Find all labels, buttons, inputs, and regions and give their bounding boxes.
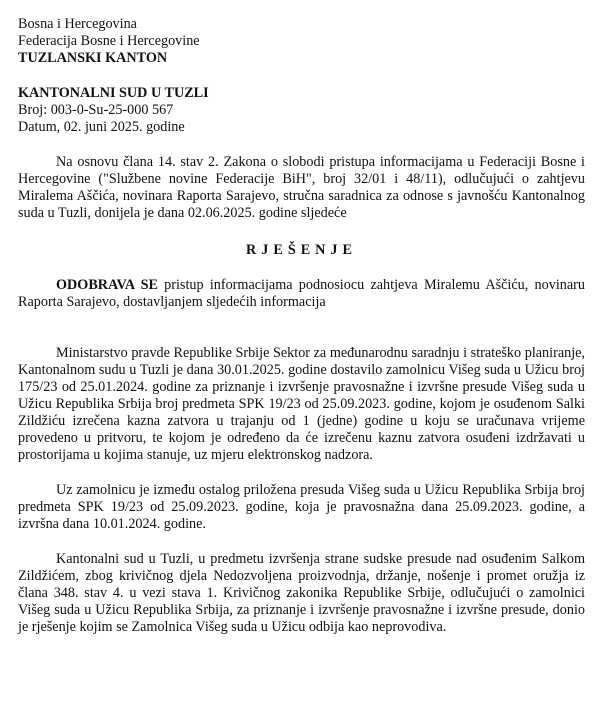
body-paragraph-1: Ministarstvo pravde Republike Srbije Sektor za međunarodnu saradnju i strateško planiranje, Kantonalnom sudu u Tuzli je dana 30.01.2025. godine dostavilo zamolnicu Višeg suda u Užicu broj 175/23 od 25.01.2024. godine za priznanje i izvršenje pravosnažne i izvršne presude Višeg suda u Užicu Republika Srbija broj predmeta SPK 19/23 od 25.09.2023. godine, kojom je osuđenom Salki Zildžiću izrečena kazna zatvora u trajanju od 1 (jedne) godine u koju se uračunava vrijeme provedeno u pritvoru, te kojom je određeno da će izrečenu kaznu zatvora osuđeni izdržavati u prostorijama u kojima stanuje, uz mjeru elektronskog nadzora.	[18, 345, 585, 463]
body-paragraph-2: Uz zamolnicu je između ostalog priložena presuda Višeg suda u Užicu Republika Srbija broj predmeta SPK 19/23 od 25.09.2023. godine, koja je pravosnažna dana 25.09.2023. godine, a izvršna dana 10.01.2024. godine.	[18, 482, 585, 532]
decision-lead: ODOBRAVA SE	[56, 277, 158, 293]
canton-line: TUZLANSKI KANTON	[18, 50, 168, 66]
document-title: RJEŠENJE	[246, 242, 357, 258]
intro-paragraph: Na osnovu člana 14. stav 2. Zakona o slobodi pristupa informacijama u Federaciji Bosne i Hercegovine ("Službene novine Federacije BiH", broj 32/01 i 48/11), odlučujući o zahtjevu Miralema Aščića, novinara Raporta Sarajevo, stručna saradnica za odnose s javnošću Kantonalnog suda u Tuzli, donijela je dana 02.06.2025. godine sljedeće	[18, 154, 585, 221]
country-line: Bosna i Hercegovina	[18, 16, 137, 32]
federation-line: Federacija Bosne i Hercegovine	[18, 33, 200, 49]
court-name: KANTONALNI SUD U TUZLI	[18, 85, 209, 101]
document-date: Datum, 02. juni 2025. godine	[18, 119, 185, 135]
decision-paragraph	[18, 277, 585, 311]
decision-text: pristup informacijama podnosiocu zahtjeva Miralemu Aščiću, novinaru Raporta Sarajevo, dostavljanjem sljedećih informacija	[18, 277, 585, 310]
body-paragraph-3: Kantonalni sud u Tuzli, u predmetu izvršenja strane sudske presude nad osuđenim Salkom Zildžićem, zbog krivičnog djela Nedozvoljena proizvodnja, držanje, nošenje i promet oružja iz člana 348. stav 4. u vezi stava 1. Krivičnog zakonika Republike Srbije, odlučujući o zamolnici Višeg suda u Užicu Republika Srbija, za priznanje i izvršenje pravosnažne i izvršne presude, donio je rješenje kojim se Zamolnica Višeg suda u Užicu odbija kao neprovodiva.	[18, 551, 585, 635]
case-number: Broj: 003-0-Su-25-000 567	[18, 102, 174, 118]
document-header	[18, 16, 585, 136]
